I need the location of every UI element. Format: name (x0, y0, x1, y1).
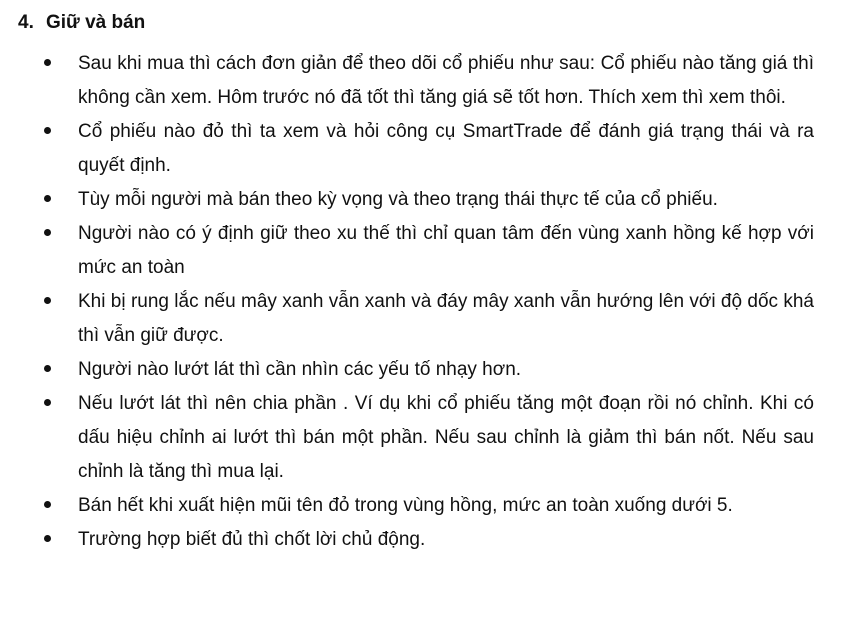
bullet-icon (44, 229, 51, 236)
section-number: 4. (18, 12, 34, 33)
bullet-text: Cổ phiếu nào đỏ thì ta xem và hỏi công cụ SmartTrade để đánh giá trạng thái và ra quyết định. (78, 121, 814, 176)
list-item (0, 115, 849, 183)
bullet-text: Trường hợp biết đủ thì chốt lời chủ động. (78, 529, 426, 550)
section-heading (18, 11, 145, 35)
list-item (0, 183, 849, 217)
list-item (0, 353, 849, 387)
list-item (0, 217, 849, 285)
list-item (0, 489, 849, 523)
bullet-text: Tùy mỗi người mà bán theo kỳ vọng và theo trạng thái thực tế của cổ phiếu. (78, 189, 718, 210)
bullet-text: Bán hết khi xuất hiện mũi tên đỏ trong vùng hồng, mức an toàn xuống dưới 5. (78, 495, 733, 516)
section-title: Giữ và bán (46, 12, 146, 33)
bullet-text: Người nào lướt lát thì cần nhìn các yếu tố nhạy hơn. (78, 359, 522, 380)
list-item (0, 387, 849, 489)
bullet-list (0, 47, 849, 557)
bullet-icon (44, 399, 51, 406)
list-item (0, 47, 849, 115)
bullet-icon (44, 59, 51, 66)
bullet-text: Người nào có ý định giữ theo xu thế thì chỉ quan tâm đến vùng xanh hồng kế hợp với mức an toàn (78, 223, 814, 278)
bullet-icon (44, 365, 51, 372)
bullet-icon (44, 297, 51, 304)
list-item (0, 523, 849, 557)
list-item (0, 285, 849, 353)
bullet-text: Khi bị rung lắc nếu mây xanh vẫn xanh và đáy mây xanh vẫn hướng lên với độ dốc khá thì vẫn giữ được. (78, 291, 814, 346)
bullet-text: Nếu lướt lát thì nên chia phần . Ví dụ khi cổ phiếu tăng một đoạn rồi nó chỉnh. Khi có dấu hiệu chỉnh ai lướt thì bán một phần. Nếu sau chỉnh là giảm thì bán nốt. Nếu sau chỉnh là tăng thì mua lại. (78, 393, 814, 482)
bullet-icon (44, 127, 51, 134)
bullet-icon (44, 501, 51, 508)
bullet-icon (44, 195, 51, 202)
bullet-text: Sau khi mua thì cách đơn giản để theo dõi cổ phiếu như sau: Cổ phiếu nào tăng giá thì không cần xem. Hôm trước nó đã tốt thì tăng giá sẽ tốt hơn. Thích xem thì xem thôi. (78, 53, 814, 108)
bullet-icon (44, 535, 51, 542)
